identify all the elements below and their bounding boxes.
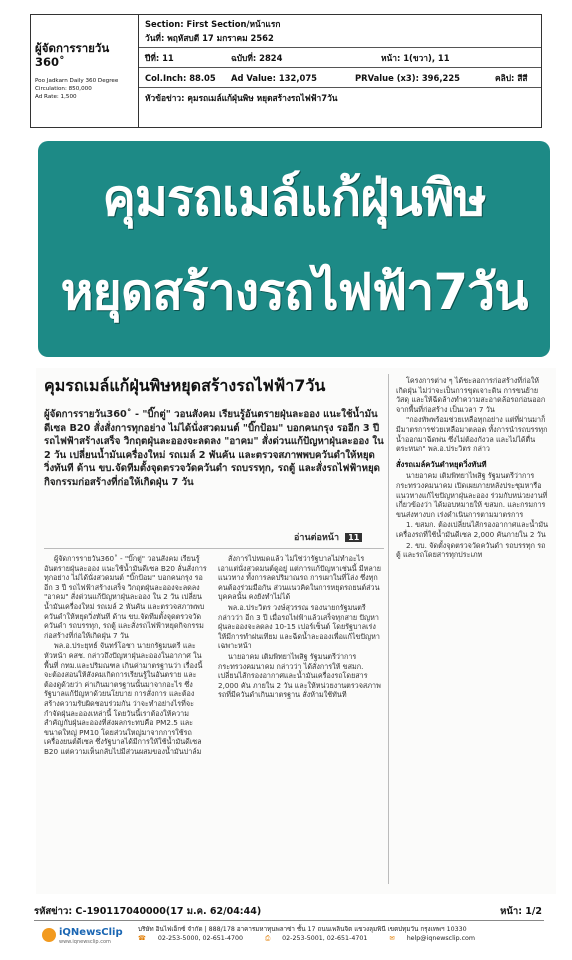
company-address: บริษัท อินไฟเอ็กซ์ จำกัด | 888/178 อาคารมหาทุนพลาซ่า ชั้น 17 ถนนเพลินจิต แขวงลุมพินี เขตปทุมวัน กรุงเทพฯ 10330	[138, 926, 467, 933]
logo-text: iQNewsClip	[59, 927, 123, 938]
banner-line-1: คุมรถเมล์แก้ฝุ่นพิษ	[102, 169, 486, 227]
fax-icon: ⎙	[265, 935, 271, 942]
contact-info	[138, 935, 495, 943]
section: Section: First Section/หน้าแรก	[145, 19, 281, 29]
continued-note	[294, 530, 362, 544]
clip-subhead: สั่งรถเมล์ควันดำหยุดวิ่งทันที	[396, 459, 487, 469]
news-code: รหัสข่าว: C-190117040000(17 ม.ค. 62/04:44)	[34, 906, 262, 917]
phone-icon: ☎	[138, 935, 146, 942]
clip-headline: คุมรถเมล์แก้ฝุ่นพิษหยุดสร้างรถไฟฟ้า7วัน	[44, 376, 326, 395]
column-3	[396, 376, 550, 884]
ad-value: Ad Value: 132,075	[231, 73, 317, 83]
col2-para: พล.อ.ประวิตร วงษ์สุวรรณ รองนายกรัฐมนตรี กล่าวว่า อีก 3 ปี เมื่อรถไฟฟ้าแล้วเสร็จทุกสาย ปัญหาฝุ่นละอองจะลดลง 10-15 เปอร์เซ็นต์ โดยรัฐบาลเร่งให้มีการทำฝนเทียม และฉีดน้ำละอองเพื่อแก้ไขปัญหาเฉพาะหน้า	[218, 602, 380, 651]
publication-english: Poo Jadkarn Daily 360 Degree	[35, 78, 119, 84]
continued-label: อ่านต่อหน้า	[294, 533, 339, 543]
headline-banner	[38, 141, 550, 357]
iqnewsclip-logo[interactable]	[42, 926, 122, 946]
footer-page-number: หน้า: 1/2	[500, 906, 542, 917]
email-icon: ✉	[389, 935, 395, 942]
news-topic: หัวข้อข่าว: คุมรถเมล์แก้ฝุ่นพิษ หยุดสร้างรถไฟฟ้า7วัน	[145, 93, 338, 103]
continued-page: 11	[345, 533, 362, 542]
date: วันที่: พฤหัสบดี 17 มกราคม 2562	[145, 33, 274, 43]
logo-icon	[42, 928, 56, 942]
footer-bar	[34, 920, 544, 948]
col3-para: "กองทัพพร้อมช่วยเหลือทุกอย่าง แต่ที่ผ่านมาก็มีมาตรการช่วยเหลือมาตลอด ทั้งการนำรถบรรทุกน้ำออกมาฉีดพ่น ซึ่งไม่ต้องกังวล และไม่ได้ตื่นตระหนก" พล.อ.ประวิตร กล่าว	[396, 415, 548, 454]
col2-para: นายอาคม เติมพิทยาไพสิฐ รัฐมนตรีว่าการกระทรวงคมนาคม กล่าวว่า ได้สั่งการให้ ขสมก. เปลี่ยนไส้กรองอากาศและน้ำมันเครื่องรถโดยสาร 2,000 คัน ภายใน 2 วัน และให้หน่วยงานตรวจสภาพรถที่มีควันดำเกินมาตรฐาน สั่งห้ามใช้ทันที	[218, 651, 381, 700]
column-1	[44, 554, 208, 884]
col1-para: พล.อ.ประยุทธ์ จันทร์โอชา นายกรัฐมนตรี และหัวหน้า คสช. กล่าวถึงปัญหาฝุ่นละอองในอากาศ ในพื้นที่ กทม.และปริมณฑล เกินค่ามาตรฐานว่า เรื่องนี้จะต้องสอนให้สังคมเกิดการเรียนรู้ในอันตราย และต้องดูด้วยว่า ค่าเกินมาตรฐานนั้นมาจากอะไร ซึ่งรัฐบาลแก้ปัญหาด้วยนโยบาย การสั่งการ และต้องสร้างความรับผิดชอบร่วมกัน ว่าจะทำอย่างไรที่จะกำจัดฝุ่นละอองเหล่านี้ โดยวันนี้เราต้องให้ความสำคัญกับฝุ่นละอองที่ส่งผลกระทบคือ PM2.5 และขนาดใหญ่ PM10 โดยส่วนใหญ่มาจากการใช้รถเครื่องยนต์ดีเซล ซึ่งรัฐบาลได้มีการให้ใช้น้ำมันดีเซล B20 แต่ความเห็นกลับไปมีส่วนผสมของน้ำมันปาล์ม	[44, 641, 203, 756]
pr-value: PRValue (x3): 396,225	[355, 73, 460, 83]
col2-para: สั่งการไปหมดแล้ว ไม่ใช่ว่ารัฐบาลไม่ทำอะไร เอาแต่นั่งสวดมนต์ดูอยู่ แต่การแก้ปัญหาเช่นนี้ มีหลายแนวทาง ทั้งการลดปริมาณรถ การเผาในที่โล่ง ซึ่งทุกคนต้องร่วมมือกัน ส่วนแนวคิดในการหยุดรถยนต์ส่วนบุคคลนั้น คงยังทำไม่ได้	[218, 554, 381, 602]
col3-para: 1. ขสมก. ต้องเปลี่ยนไส้กรองอากาศและน้ำมันเครื่องรถที่ใช้น้ำมันดีเซล 2,000 คันภายใน 2 วัน	[396, 520, 548, 539]
issue: ฉบับที่: 2824	[231, 53, 283, 63]
clip-header	[30, 14, 542, 128]
email[interactable]: help@iqnewsclip.com	[406, 935, 476, 942]
divider	[44, 548, 384, 549]
col-inch: Col.Inch: 88.05	[145, 73, 216, 83]
col3-para: นายอาคม เติมพิทยาไพสิฐ รัฐมนตรีว่าการกระทรวงคมนาคม เปิดเผยภายหลังประชุมหารือแนวทางแก้ไขปัญหาฝุ่นละออง ร่วมกับหน่วยงานที่เกี่ยวข้องว่า ได้มอบหมายให้ ขสมก. และกรมการขนส่งทางบก เร่งดำเนินการตามมาตรการ	[396, 471, 548, 519]
column-2	[218, 554, 382, 884]
metadata-panel	[139, 15, 541, 127]
publication-name: ผู้จัดการรายวัน 360˚	[35, 41, 110, 69]
col3-para: 2. ขบ. จัดตั้งจุดตรวจวัดควันดำ รถบรรทุก รถตู้ และรถโดยสารทุกประเภท	[396, 540, 546, 560]
phone: 02-253-5000, 02-651-4700	[157, 935, 244, 942]
clip-lead: ผู้จัดการรายวัน360˚ - "บิ๊กตู่" วอนสังคม เรียนรู้อันตรายฝุ่นละออง แนะใช้น้ำมันดีเซล B20 สั่งสั่งการทุกอย่าง ไม่ได้นั่งสวดมนต์ "บิ๊กป้อม" บอกคนกรุง รออีก 3 ปี รถไฟฟ้าสร้างเสร็จ วิกฤตฝุ่นละอองจะลดลง "อาคม" สั่งด่วนแก้ปัญหาฝุ่นละออง ใน 2 วัน เปลี่ยนน้ำมันเครื่องใหม่ รถเมล์ 2 พันคัน และตรวจสภาพพบควันดำให้หยุดวิ่งทันที ด้าน ขบ.จัดทีมตั้งจุดตรวจวัดควันดำ รถบรรทุก, รถตู้ และสั่งรถไฟฟ้าหยุดกิจกรรมก่อสร้างที่ก่อให้เกิดฝุ่น 7 วัน	[44, 409, 384, 488]
news-clipping	[36, 368, 556, 894]
col3-para: โครงการต่าง ๆ ได้ชะลอการก่อสร้างที่ก่อให้เกิดฝุ่น ไม่ว่าจะเป็นการขุดเจาะดิน การขนย้ายวัสดุ และให้ฉีดล้างทำความสะอาดล้อรถก่อนออกจากพื้นที่ก่อสร้าง เป็นเวลา 7 วัน	[396, 376, 546, 414]
column-divider	[388, 374, 389, 884]
fax: 02-253-5001, 02-651-4701	[282, 935, 368, 942]
logo-url: www.iqnewsclip.com	[59, 939, 111, 945]
circulation: Circulation: 850,000	[35, 86, 92, 92]
page-number: หน้า: 1(ขวา), 11	[381, 53, 450, 63]
publication-panel	[31, 15, 139, 127]
publication-meta	[35, 77, 134, 101]
ad-rate: Ad Rate: 1,500	[35, 94, 77, 100]
banner-line-2: หยุดสร้างรถไฟฟ้า7วัน	[60, 263, 528, 321]
clip-type: คลิป: สีสี	[495, 73, 528, 83]
year: ปีที่: 11	[145, 53, 174, 63]
col1-para: ผู้จัดการรายวัน360˚ - "บิ๊กตู่" วอนสังคม เรียนรู้อันตรายฝุ่นละออง แนะใช้น้ำมันดีเซล B20 ลั่นสั่งการทุกอย่าง ไม่ได้นั่งสวดมนต์ "บิ๊กป้อม" บอกคนกรุง รออีก 3 ปี รถไฟฟ้าสร้างเสร็จ วิกฤตฝุ่นละอองจะลดลง "อาคม" สั่งด่วนแก้ปัญหาฝุ่นละออง ใน 2 วัน เปลี่ยนน้ำมันเครื่องใหม่ รถเมล์ 2 พันคัน และตรวจสภาพพบควันดำให้หยุดวิ่งทันที ด้าน ขบ.จัดทีมตั้งจุดตรวจวัดควันดำ รถบรรทุก, รถตู้ และสั่งรถไฟฟ้าหยุดกิจกรรมก่อสร้างที่ก่อให้เกิดฝุ่น 7 วัน	[44, 554, 207, 640]
